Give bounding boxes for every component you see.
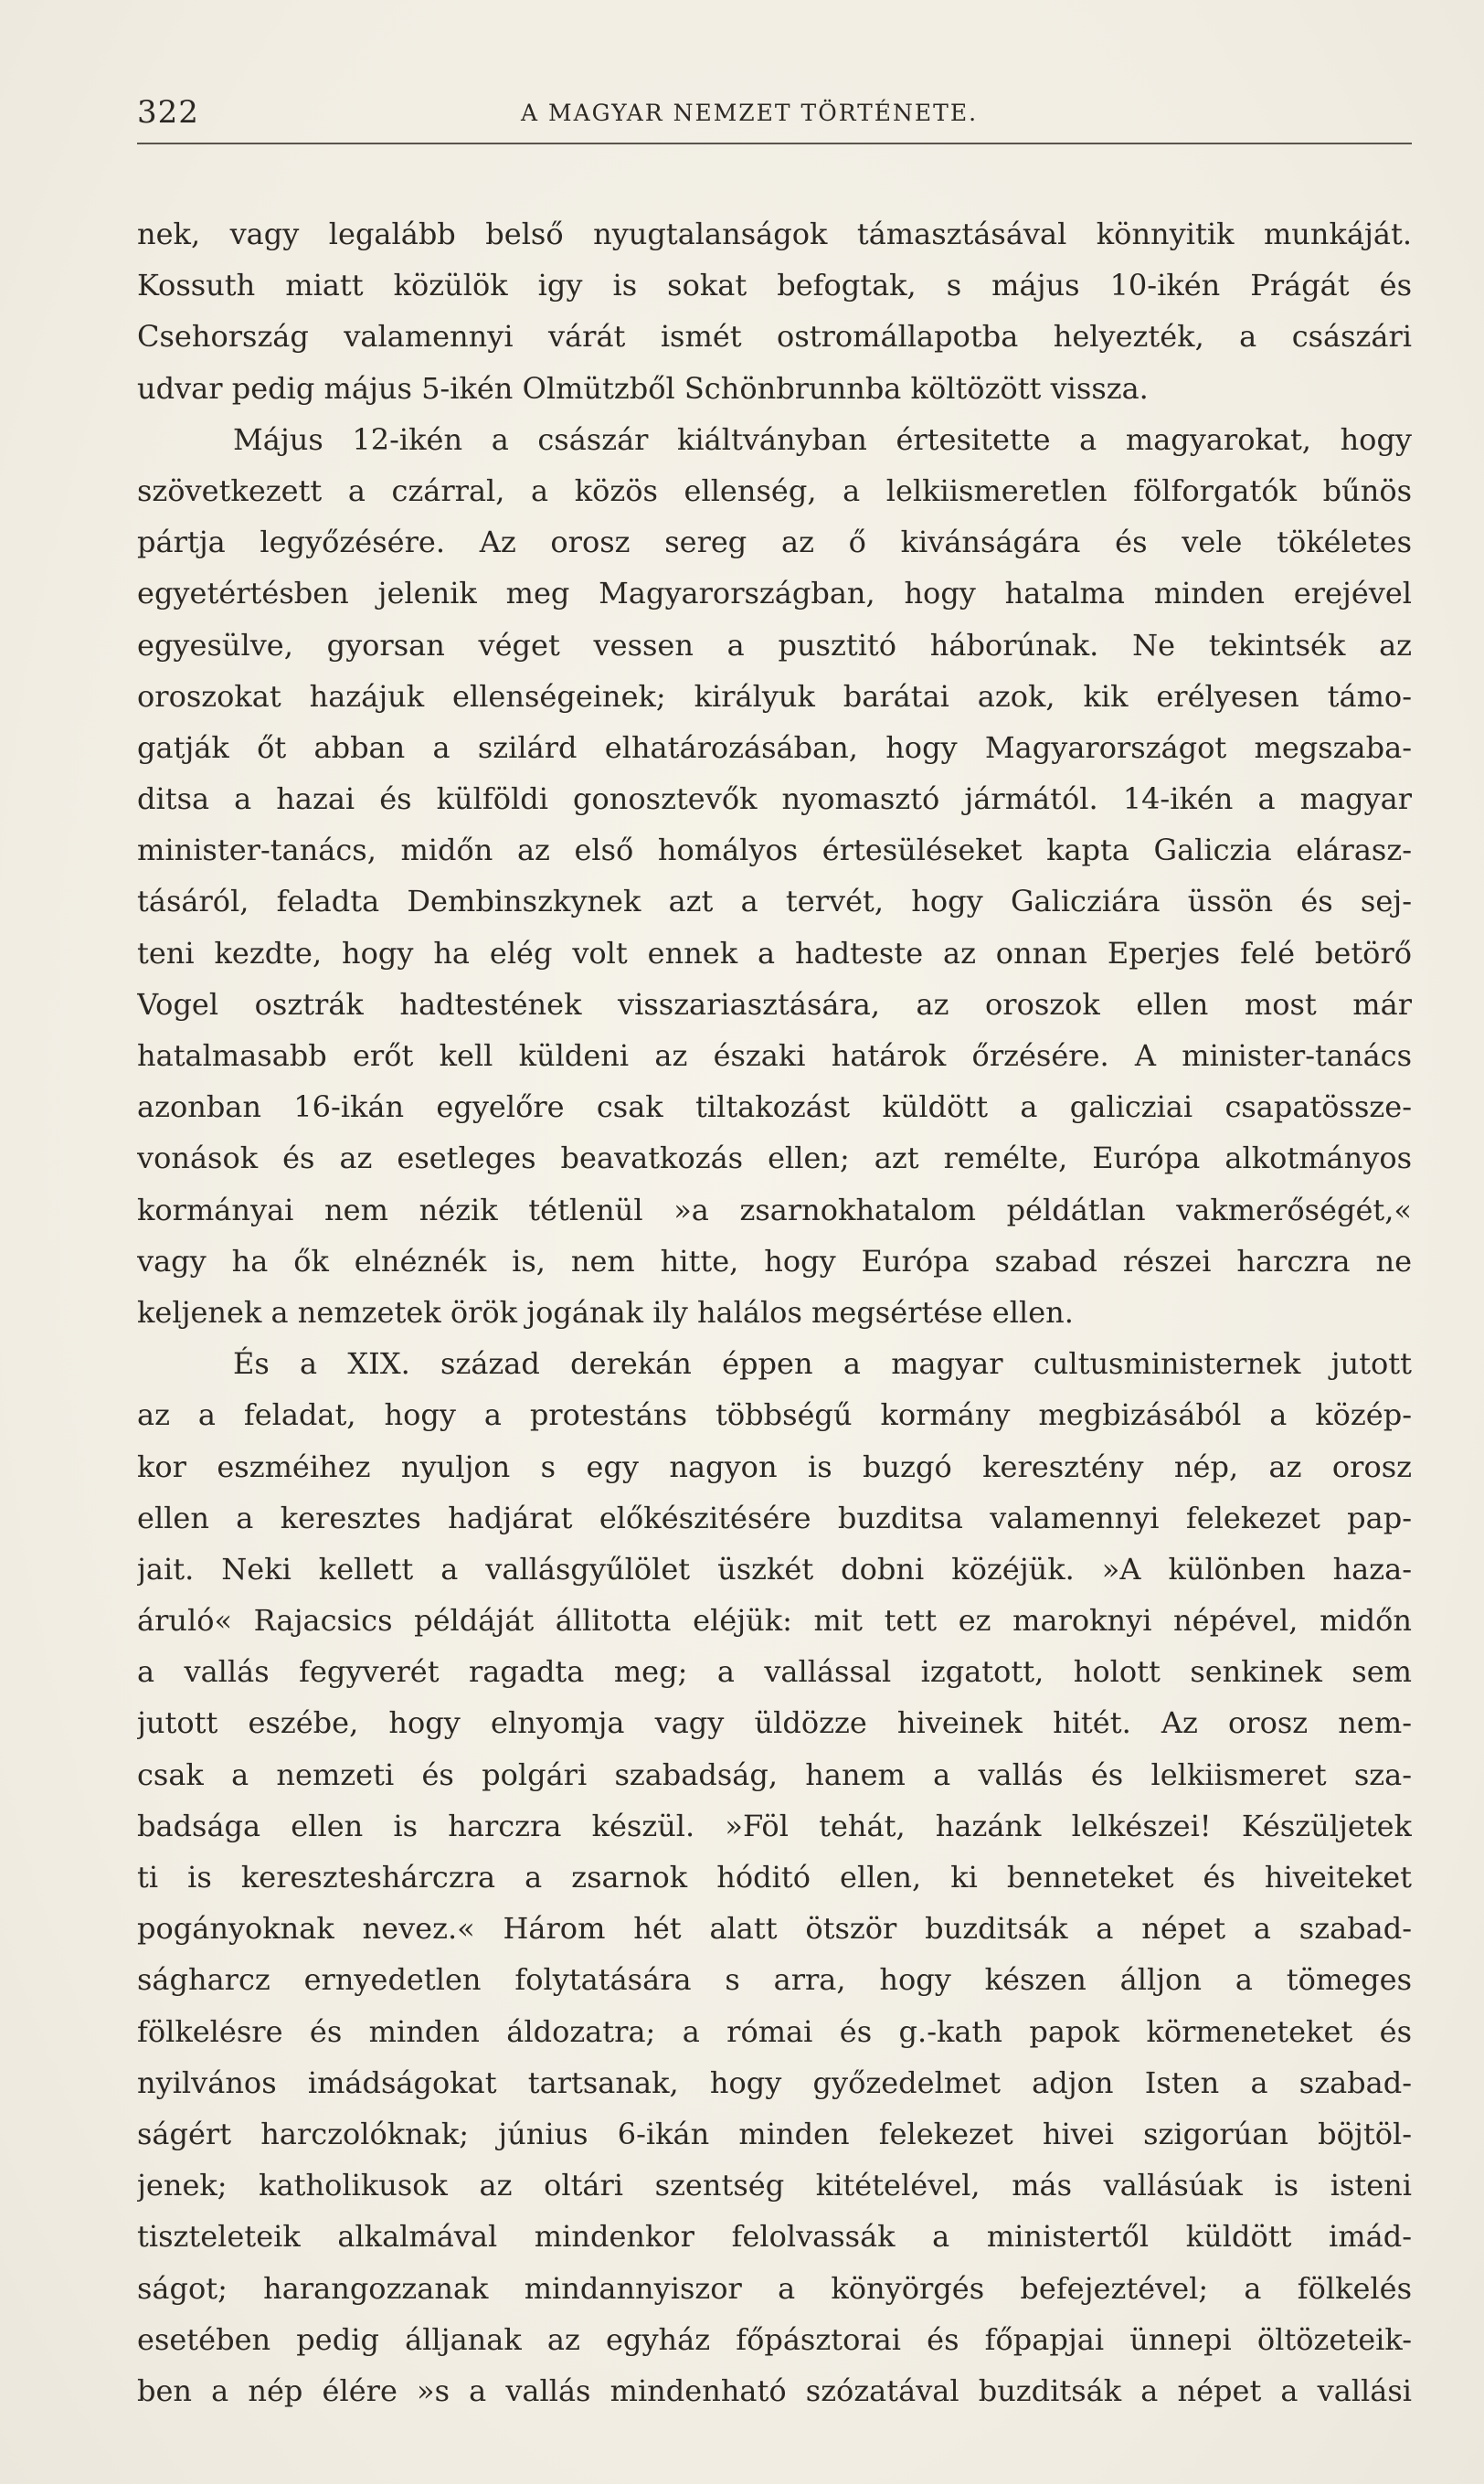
text-line: egyesülve, gyorsan véget vessen a pusztitó háborúnak. Ne tekintsék az (137, 627, 1412, 663)
text-line: azonban 16-ikán egyelőre csak tiltakozást küldött a galicziai csapatössze- (137, 1089, 1412, 1125)
text-line: ságért harczolóknak; június 6-ikán minden felekezet hivei szigorúan böjtöl- (137, 2116, 1412, 2151)
text-line: tásáról, feladta Dembinszkynek azt a tervét, hogy Galicziára üssön és sej- (137, 884, 1412, 919)
text-line: vagy ha ők elnéznék is, nem hitte, hogy Európa szabad részei harczra ne (137, 1243, 1412, 1279)
text-line: tiszteleteik alkalmával mindenkor felolvassák a ministertől küldött imád- (137, 2219, 1412, 2255)
text-line: egyetértésben jelenik meg Magyarországban, hogy hatalma minden erejével (137, 576, 1412, 611)
text-line: kormányai nem nézik tétlenül »a zsarnokhatalom példátlan vakmerőségét,« (137, 1192, 1412, 1227)
text-line: hatalmasabb erőt kell küldeni az északi határok őrzésére. A minister-tanács (137, 1038, 1412, 1073)
text-line: teni kezdte, hogy ha elég volt ennek a hadteste az onnan Eperjes felé betörő (137, 935, 1412, 971)
text-line: az a feladat, hogy a protestáns többségű kormány megbizásából a közép- (137, 1397, 1412, 1433)
text-line: Csehország valamennyi várát ismét ostromállapotba helyezték, a császári (137, 319, 1412, 355)
page-number: 322 (137, 94, 199, 131)
text-line: jenek; katholikusok az oltári szentség kitételével, más vallásúak is isteni (137, 2168, 1412, 2203)
running-title: A MAGYAR NEMZET TÖRTÉNETE. (521, 100, 979, 126)
text-line: áruló« Rajacsics példáját állitotta eléjük: mit tett ez maroknyi népével, midőn (137, 1603, 1412, 1639)
running-head (137, 87, 1412, 142)
text-line: ságharcz ernyedetlen folytatására s arra, hogy készen álljon a tömeges (137, 1962, 1412, 1998)
text-line: gatják őt abban a szilárd elhatározásában, hogy Magyarországot megszaba- (137, 729, 1412, 765)
text-line: pártja legyőzésére. Az orosz sereg az ő kivánságára és vele tökéletes (137, 525, 1412, 560)
text-line: badsága ellen is harczra készül. »Föl tehát, hazánk lelkészei! Készüljetek (137, 1808, 1412, 1843)
text-line: kor eszméihez nyuljon s egy nagyon is buzgó keresztény nép, az orosz (137, 1449, 1412, 1484)
text-line: Vogel osztrák hadtestének visszariasztására, az oroszok ellen most már (137, 986, 1412, 1022)
text-line: És a XIX. század derekán éppen a magyar cultusministernek jutott (233, 1346, 1412, 1382)
text-line: jutott eszébe, hogy elnyomja vagy üldözze hiveinek hitét. Az orosz nem- (137, 1705, 1412, 1741)
text-line: pogányoknak nevez.« Három hét alatt ötször buzditsák a népet a szabad- (137, 1911, 1412, 1947)
text-line: nyilvános imádságokat tartsanak, hogy győzedelmet adjon Isten a szabad- (137, 2065, 1412, 2100)
text-line: csak a nemzeti és polgári szabadság, hanem a vallás és lelkiismeret sza- (137, 1757, 1412, 1792)
text-line: jait. Neki kellett a vallásgyűlölet üszkét dobni közéjük. »A különben haza- (137, 1551, 1412, 1587)
text-line: ditsa a hazai és külföldi gonosztevők nyomasztó jármától. 14-ikén a magyar (137, 781, 1412, 817)
text-line: nek, vagy legalább belső nyugtalanságok támasztásával könnyitik munkáját. (137, 217, 1412, 251)
text-line: a vallás fegyverét ragadta meg; a vallással izgatott, holott senkinek sem (137, 1654, 1412, 1690)
text-line: Május 12-ikén a császár kiáltványban értesitette a magyarokat, hogy (233, 421, 1412, 457)
text-line: ellen a keresztes hadjárat előkészitésére buzditsa valamennyi felekezet pap- (137, 1500, 1412, 1535)
text-line: udvar pedig május 5-ikén Olmützből Schönbrunnba költözött vissza. (137, 370, 1149, 406)
text-line: vonások és az esetleges beavatkozás ellen; azt remélte, Európa alkotmányos (137, 1141, 1412, 1176)
text-line: fölkelésre és minden áldozatra; a római és g.-kath papok körmeneteket és (137, 2013, 1412, 2049)
text-line: ben a nép élére »s a vallás mindenható szózatával buzditsák a népet a vallási (137, 2373, 1412, 2408)
text-line: szövetkezett a czárral, a közös ellenség, a lelkiismeretlen fölforgatók bűnös (137, 472, 1412, 508)
text-line: esetében pedig álljanak az egyház főpásztorai és főpapjai ünnepi öltözeteik- (137, 2321, 1412, 2357)
text-line: ságot; harangozzanak mindannyiszor a könyörgés befejeztével; a fölkelés (137, 2270, 1412, 2306)
body-text (137, 208, 1412, 2416)
header-rule (137, 143, 1412, 144)
text-line: oroszokat hazájuk ellenségeinek; királyuk barátai azok, kik erélyesen támo- (137, 678, 1412, 714)
text-line: minister-tanács, midőn az első homályos értesüléseket kapta Galiczia elárasz- (137, 833, 1412, 868)
text-line: Kossuth miatt közülök igy is sokat befogtak, s május 10-ikén Prágát és (137, 268, 1412, 303)
text-line: keljenek a nemzetek örök jogának ily halálos megsértése ellen. (137, 1294, 1074, 1330)
text-line: ti is kereszteshárczra a zsarnok hóditó ellen, ki benneteket és hiveiteket (137, 1860, 1412, 1895)
